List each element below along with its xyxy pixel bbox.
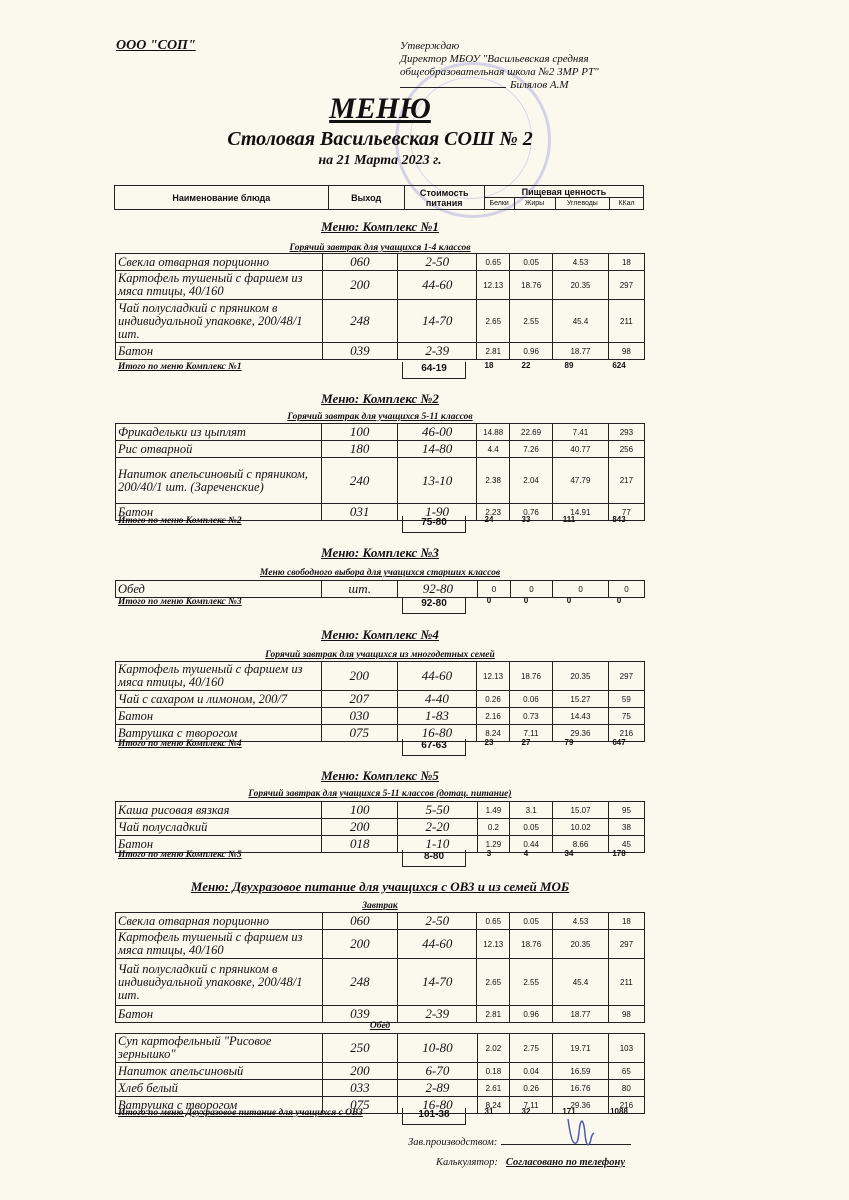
dish-carbs: 10.02 [553,819,609,836]
dish-name: Чай полусладкий с пряником в индивидуальной упаковке, 200/48/1 шт. [116,300,323,343]
dish-proteins: 8.24 [477,1097,509,1114]
section-total-zh: 0 [523,596,529,605]
dish-carbs: 15.27 [553,691,609,708]
dish-name: Чай полусладкий [116,819,322,836]
section-total-price: 92-80 [402,597,466,614]
dish-price: 44-60 [397,662,477,691]
dish-fats: 7.11 [510,1097,553,1114]
section-total-u: 171 [562,1107,576,1116]
dish-proteins: 0.65 [477,254,510,271]
dish-output: 207 [321,691,397,708]
dish-price: 6-70 [398,1063,477,1080]
dish-kcal: 18 [608,913,644,930]
dish-price: 92-80 [398,581,478,598]
dish-kcal: 216 [608,1097,644,1114]
footer-agreed: Согласовано по телефону [505,1157,626,1168]
section-total-label: Итого по меню Комплекс №3 [118,597,242,607]
dish-fats: 22.69 [509,424,552,441]
dish-proteins: 0.18 [477,1063,509,1080]
dish-carbs: 15.07 [553,802,609,819]
header-nutrition: Пищевая ценность [484,186,643,198]
dish-proteins: 2.81 [477,343,510,360]
dish-fats: 0.05 [510,819,553,836]
dish-output: шт. [322,581,398,598]
dish-fats: 0.04 [510,1063,553,1080]
table-row [116,1063,645,1080]
page-title: МЕНЮ [329,92,431,125]
section-total-k: 0 [616,596,622,605]
section-subtitle: Обед [369,1021,391,1031]
section-subtitle: Завтрак [362,901,398,911]
dish-kcal: 75 [608,708,644,725]
dish-price: 14-80 [397,441,476,458]
menu-table [115,801,645,853]
table-row [116,708,645,725]
dish-proteins: 14.88 [477,424,510,441]
dish-output: 075 [321,725,397,742]
dish-price: 44-60 [398,271,477,300]
dish-price: 1-83 [397,708,477,725]
dish-output: 018 [322,836,398,853]
dish-name: Батон [116,708,322,725]
section-total-k: 647 [612,738,626,747]
dish-proteins: 1.49 [477,802,510,819]
dish-name: Батон [116,1006,323,1023]
dish-carbs: 45.4 [553,300,609,343]
table-row [116,1006,645,1023]
section-total-price: 64-19 [402,362,466,379]
approval-line-2: Директор МБОУ "Васильевская средняя [400,53,589,65]
footer-calculator [436,1157,625,1168]
table-row [116,271,645,300]
dish-name: Батон [116,504,322,521]
section-total-b: 31 [484,1107,494,1116]
dish-fats: 18.76 [510,271,553,300]
section-subtitle: Горячий завтрак для учащихся из многодетных семей [265,650,495,660]
dish-proteins: 12.13 [477,930,510,959]
dish-kcal: 211 [608,959,644,1006]
menu-table [115,253,645,360]
section-total-u: 79 [564,738,574,747]
dish-kcal: 98 [608,1006,644,1023]
table-row [116,441,645,458]
section-total-b: 3 [486,849,492,858]
section-total-label: Итого по меню Комплекс №2 [118,516,242,526]
dish-proteins: 12.13 [477,271,510,300]
dish-carbs: 19.71 [553,1034,609,1063]
dish-output: 248 [322,959,398,1006]
dish-fats: 2.75 [510,1034,553,1063]
table-row [116,300,645,343]
dish-name: Фрикадельки из цыплят [116,424,322,441]
dish-carbs: 4.53 [553,254,609,271]
dish-output: 030 [321,708,397,725]
dish-price: 4-40 [397,691,477,708]
dish-kcal: 216 [608,725,644,742]
dish-carbs: 29.36 [553,725,609,742]
dish-output: 180 [322,441,398,458]
header-fats: Жиры [514,198,555,210]
dish-fats: 0.26 [510,1080,553,1097]
dish-proteins: 2.23 [477,504,510,521]
section-total-u: 111 [562,515,576,524]
dish-fats: 0.44 [510,836,553,853]
dish-proteins: 2.61 [477,1080,509,1097]
section-title: Меню: Комплекс №1 [321,219,439,234]
dish-output: 100 [322,802,398,819]
dish-carbs: 16.76 [553,1080,609,1097]
section-total-u: 34 [564,849,574,858]
dish-price: 5-50 [398,802,477,819]
dish-name: Ватрушка с творогом [116,1097,323,1114]
dish-fats: 0 [510,581,553,598]
dish-fats: 0.05 [510,913,553,930]
dish-kcal: 80 [608,1080,644,1097]
dish-kcal: 0 [608,581,644,598]
table-row [116,581,645,598]
page-subtitle: Столовая Васильевская СОШ № 2 [227,128,533,150]
section-total-k: 843 [612,515,626,524]
dish-carbs: 14.91 [553,504,609,521]
dish-carbs: 18.77 [553,1006,609,1023]
section-title: Меню: Двухразовое питание для учащихся с ОВЗ и из семей МОБ [190,879,570,894]
dish-proteins: 2.02 [477,1034,509,1063]
dish-carbs: 20.35 [553,271,609,300]
header-output: Выход [328,186,404,210]
section-title: Меню: Комплекс №5 [321,768,439,783]
menu-table [115,661,645,742]
dish-price: 10-80 [398,1034,477,1063]
dish-kcal: 103 [608,1034,644,1063]
dish-name: Свекла отварная порционно [116,913,323,930]
header-name: Наименование блюда [115,186,329,210]
header-kcal: ККал [610,198,644,210]
section-total-zh: 32 [521,1107,531,1116]
section-total-k: 178 [612,849,626,858]
dish-carbs: 18.77 [553,343,609,360]
dish-proteins: 2.16 [477,708,510,725]
dish-output: 075 [322,1097,398,1114]
dish-name: Каша рисовая вязкая [116,802,322,819]
dish-price: 1-10 [398,836,477,853]
dish-output: 100 [322,424,398,441]
table-row [116,819,645,836]
dish-price: 44-60 [398,930,477,959]
dish-fats: 3.1 [510,802,553,819]
section-total-price: 75-80 [402,516,466,533]
section-total-zh: 33 [521,515,531,524]
section-total-label: Итого по меню Комплекс №4 [118,739,242,749]
dish-kcal: 256 [608,441,644,458]
dish-name: Ватрушка с творогом [116,725,322,742]
dish-carbs: 20.35 [553,930,609,959]
dish-fats: 2.04 [509,458,552,504]
signature-icon [560,1113,600,1153]
table-row [116,802,645,819]
dish-proteins: 12.13 [477,662,510,691]
dish-output: 200 [321,662,397,691]
header-proteins: Белки [484,198,514,210]
dish-carbs: 0 [553,581,608,598]
section-total-zh: 22 [521,361,531,370]
table-row [116,691,645,708]
dish-output: 200 [322,1063,398,1080]
dish-proteins: 2.65 [477,300,510,343]
dish-name: Рис отварной [116,441,322,458]
footer-calculator-label: Калькулятор: [436,1157,498,1168]
dish-output: 031 [322,504,398,521]
dish-proteins: 4.4 [477,441,510,458]
dish-price: 16-80 [397,725,477,742]
dish-fats: 2.55 [510,300,553,343]
section-total-b: 23 [484,738,494,747]
section-total-price: 101-38 [402,1108,466,1125]
table-row [116,913,645,930]
dish-carbs: 29.36 [553,1097,609,1114]
dish-kcal: 98 [608,343,644,360]
dish-carbs: 20.35 [553,662,609,691]
dish-output: 200 [322,819,398,836]
dish-name: Хлеб белый [116,1080,323,1097]
section-total-k: 1088 [610,1107,628,1116]
dish-name: Чай с сахаром и лимоном, 200/7 [116,691,322,708]
section-total-u: 0 [566,596,572,605]
dish-kcal: 211 [608,300,644,343]
dish-kcal: 38 [608,819,644,836]
dish-name: Картофель тушеный с фаршем из мяса птицы, 40/160 [116,930,323,959]
dish-fats: 18.76 [510,930,553,959]
approval-line-3: общеобразовательная школа №2 ЗМР РТ" [400,66,599,78]
section-total-b: 0 [486,596,492,605]
dish-name: Суп картофельный "Рисовое зернышко" [116,1034,323,1063]
section-total-b: 24 [484,515,494,524]
dish-name: Свекла отварная порционно [116,254,323,271]
dish-kcal: 77 [608,504,644,521]
approval-signer-line [400,79,660,92]
dish-fats: 0.05 [510,254,553,271]
dish-price: 13-10 [397,458,476,504]
section-total-label: Итого по меню Комплекс №1 [118,362,242,372]
dish-proteins: 0 [478,581,510,598]
dish-kcal: 18 [608,254,644,271]
header-cost: Стоимость питания [404,186,484,210]
table-row [116,343,645,360]
menu-table [115,1033,645,1114]
table-row [116,458,645,504]
dish-output: 248 [322,300,398,343]
dish-output: 250 [322,1034,398,1063]
dish-output: 060 [322,254,398,271]
section-subtitle: Горячий завтрак для учащихся 1-4 классов [289,243,471,253]
dish-proteins: 1.29 [477,836,510,853]
dish-price: 2-20 [398,819,477,836]
section-total-label: Итого по меню Двухразовое питание для учащихся с ОВЗ [118,1108,363,1118]
dish-fats: 0.96 [510,1006,553,1023]
menu-table [115,912,645,1023]
dish-carbs: 4.53 [553,913,609,930]
dish-proteins: 2.65 [477,959,510,1006]
menu-table [115,423,645,521]
dish-output: 060 [322,913,398,930]
table-row [116,1080,645,1097]
dish-fats: 0.06 [509,691,552,708]
dish-fats: 2.55 [510,959,553,1006]
dish-name: Батон [116,343,323,360]
menu-date: на 21 Марта 2023 г. [318,153,442,168]
dish-proteins: 2.38 [477,458,510,504]
section-total-zh: 4 [523,849,529,858]
dish-kcal: 297 [608,662,644,691]
dish-name: Напиток апельсиновый с пряником, 200/40/1 шт. (Зареченские) [116,458,322,504]
table-row [116,930,645,959]
dish-output: 200 [322,271,398,300]
approval-block [400,40,660,92]
section-title: Меню: Комплекс №4 [321,627,439,642]
dish-fats: 7.11 [509,725,552,742]
section-total-u: 89 [564,361,574,370]
approval-line-1: Утверждаю [400,40,460,52]
dish-price: 1-90 [397,504,476,521]
dish-price: 46-00 [397,424,476,441]
dish-price: 14-70 [398,300,477,343]
column-header-table [114,185,644,210]
table-row [116,424,645,441]
dish-kcal: 95 [608,802,644,819]
section-subtitle: Горячий завтрак для учащихся 5-11 классов (дотац. питание) [248,789,512,799]
dish-kcal: 293 [608,424,644,441]
dish-price: 2-89 [398,1080,477,1097]
dish-output: 033 [322,1080,398,1097]
dish-name: Картофель тушеный с фаршем из мяса птицы, 40/160 [116,271,323,300]
footer-producer-label: Зав.производством: [408,1137,498,1148]
dish-fats: 18.76 [509,662,552,691]
dish-carbs: 40.77 [553,441,609,458]
section-subtitle: Меню свободного выбора для учащихся старших классов [259,568,501,578]
dish-kcal: 45 [608,836,644,853]
dish-kcal: 297 [608,930,644,959]
dish-kcal: 59 [608,691,644,708]
section-total-price: 8-80 [402,850,466,867]
dish-name: Напиток апельсиновый [116,1063,323,1080]
section-total-zh: 27 [521,738,531,747]
dish-price: 2-50 [398,254,477,271]
dish-proteins: 2.81 [477,1006,510,1023]
table-row [116,662,645,691]
dish-carbs: 45.4 [553,959,609,1006]
dish-kcal: 65 [608,1063,644,1080]
dish-kcal: 297 [608,271,644,300]
dish-proteins: 8.24 [477,725,510,742]
section-total-b: 18 [484,361,494,370]
approval-signer: Билялов А.М [510,79,569,91]
dish-kcal: 217 [608,458,644,504]
section-total-k: 624 [612,361,626,370]
table-row [116,254,645,271]
table-row [116,959,645,1006]
dish-output: 200 [322,930,398,959]
dish-carbs: 8.66 [553,836,609,853]
dish-output: 240 [322,458,398,504]
dish-name: Картофель тушеный с фаршем из мяса птицы, 40/160 [116,662,322,691]
dish-proteins: 0.2 [477,819,510,836]
dish-carbs: 47.79 [553,458,609,504]
dish-fats: 0.76 [509,504,552,521]
dish-price: 2-39 [398,1006,477,1023]
dish-carbs: 16.59 [553,1063,609,1080]
dish-fats: 7.26 [509,441,552,458]
dish-price: 2-39 [398,343,477,360]
dish-name: Обед [116,581,322,598]
dish-fats: 0.96 [510,343,553,360]
table-row [116,1034,645,1063]
section-total-label: Итого по меню Комплекс №5 [118,850,242,860]
dish-carbs: 7.41 [553,424,609,441]
section-total-price: 67-63 [402,739,466,756]
dish-price: 16-80 [398,1097,477,1114]
dish-fats: 0.73 [509,708,552,725]
dish-price: 2-50 [398,913,477,930]
dish-output: 039 [322,1006,398,1023]
dish-name: Батон [116,836,322,853]
dish-carbs: 14.43 [553,708,609,725]
dish-price: 14-70 [398,959,477,1006]
section-title: Меню: Комплекс №3 [321,545,439,560]
section-subtitle: Горячий завтрак для учащихся 5-11 классов [287,412,473,422]
header-carbs: Углеводы [555,198,609,210]
dish-proteins: 0.26 [477,691,510,708]
section-title: Меню: Комплекс №2 [321,391,439,406]
dish-proteins: 0.65 [477,913,510,930]
dish-name: Чай полусладкий с пряником в индивидуальной упаковке, 200/48/1 шт. [116,959,323,1006]
dish-output: 039 [322,343,398,360]
organization-name: ООО "СОП" [116,38,196,53]
